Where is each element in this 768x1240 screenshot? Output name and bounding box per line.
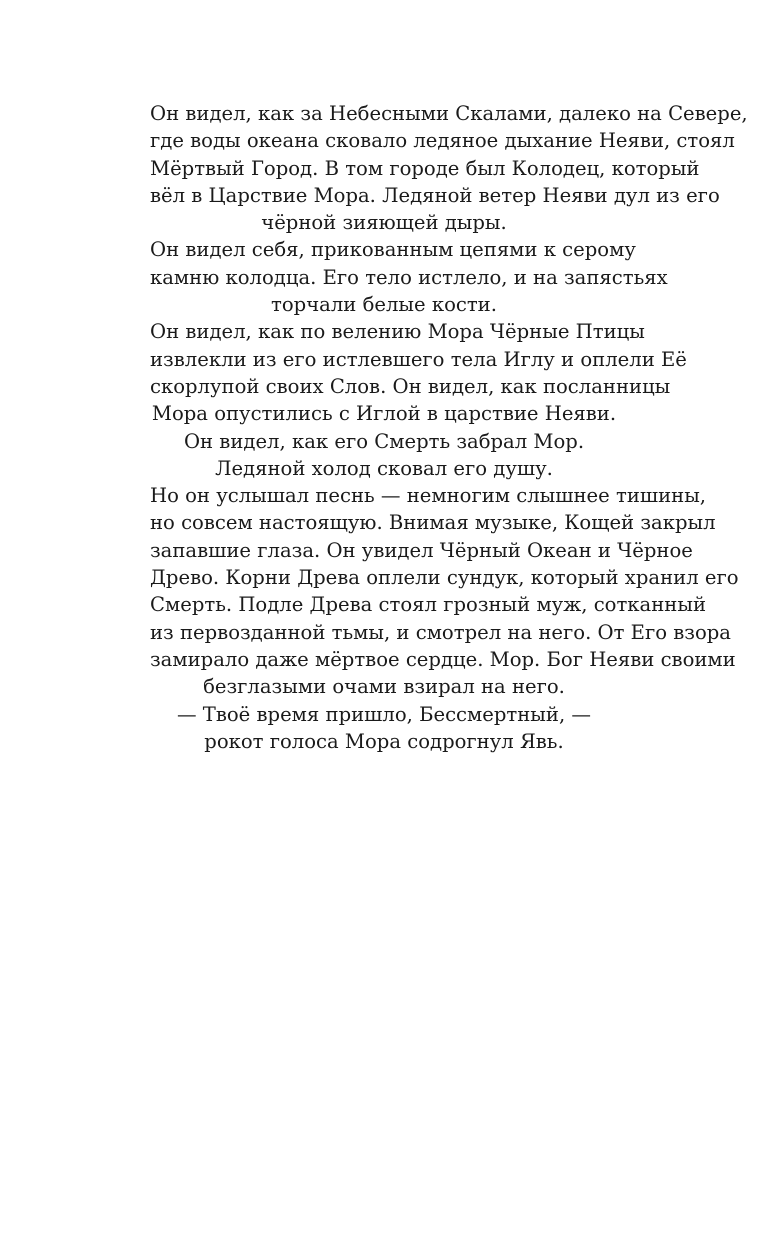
text-line: Мора опустились с Иглой в царствие Неяви. <box>151 402 617 426</box>
text-line: рокот голоса Мора содрогнул Явь. <box>204 729 564 753</box>
text-line: камню колодца. Его тело истлело, и на запястьях <box>150 265 668 289</box>
text-line: Он видел себя, прикованным цепями к серому <box>150 238 636 262</box>
text-line: безглазыми очами взирал на него. <box>203 675 565 699</box>
text-line: — Твоё время пришло, Бессмертный, — <box>176 702 592 726</box>
text-line: Смерть. Подле Древа стоял грозный муж, сотканный <box>150 593 707 617</box>
text-line: вёл в Царствие Мора. Ледяной ветер Неяви дул из его <box>150 183 720 207</box>
text-line: Древо. Корни Древа оплели сундук, который хранил его <box>150 566 739 590</box>
text-line: Он видел, как его Смерть забрал Мор. <box>183 429 585 453</box>
text-line: Ледяной холод сковал его душу. <box>215 456 553 480</box>
text-line: Но он услышал песнь — немногим слышнее тишины, <box>150 484 707 508</box>
text-line: торчали белые кости. <box>271 293 497 317</box>
text-line: скорлупой своих Слов. Он видел, как посланницы <box>150 374 671 398</box>
text-line: но совсем настоящую. Внимая музыке, Кощей закрыл <box>150 511 716 535</box>
text-line: Мёртвый Город. В том городе был Колодец, который <box>150 156 700 180</box>
text-line: запавшие глаза. Он увидел Чёрный Океан и Чёрное <box>150 538 693 562</box>
text-line: Он видел, как по велению Мора Чёрные Птицы <box>150 320 645 344</box>
page-text <box>150 100 748 755</box>
text-line: Он видел, как за Небесными Скалами, далеко на Севере, <box>150 102 748 125</box>
text-line: где воды океана сковало ледяное дыхание Неяви, стоял <box>150 129 735 153</box>
text-line: из первозданной тьмы, и смотрел на него. От Его взора <box>150 620 731 644</box>
text-line: извлекли из его истлевшего тела Иглу и оплели Её <box>150 347 687 371</box>
text-line: чёрной зияющей дыры. <box>261 211 507 235</box>
text-line: замирало даже мёртвое сердце. Мор. Бог Неяви своими <box>150 647 736 671</box>
